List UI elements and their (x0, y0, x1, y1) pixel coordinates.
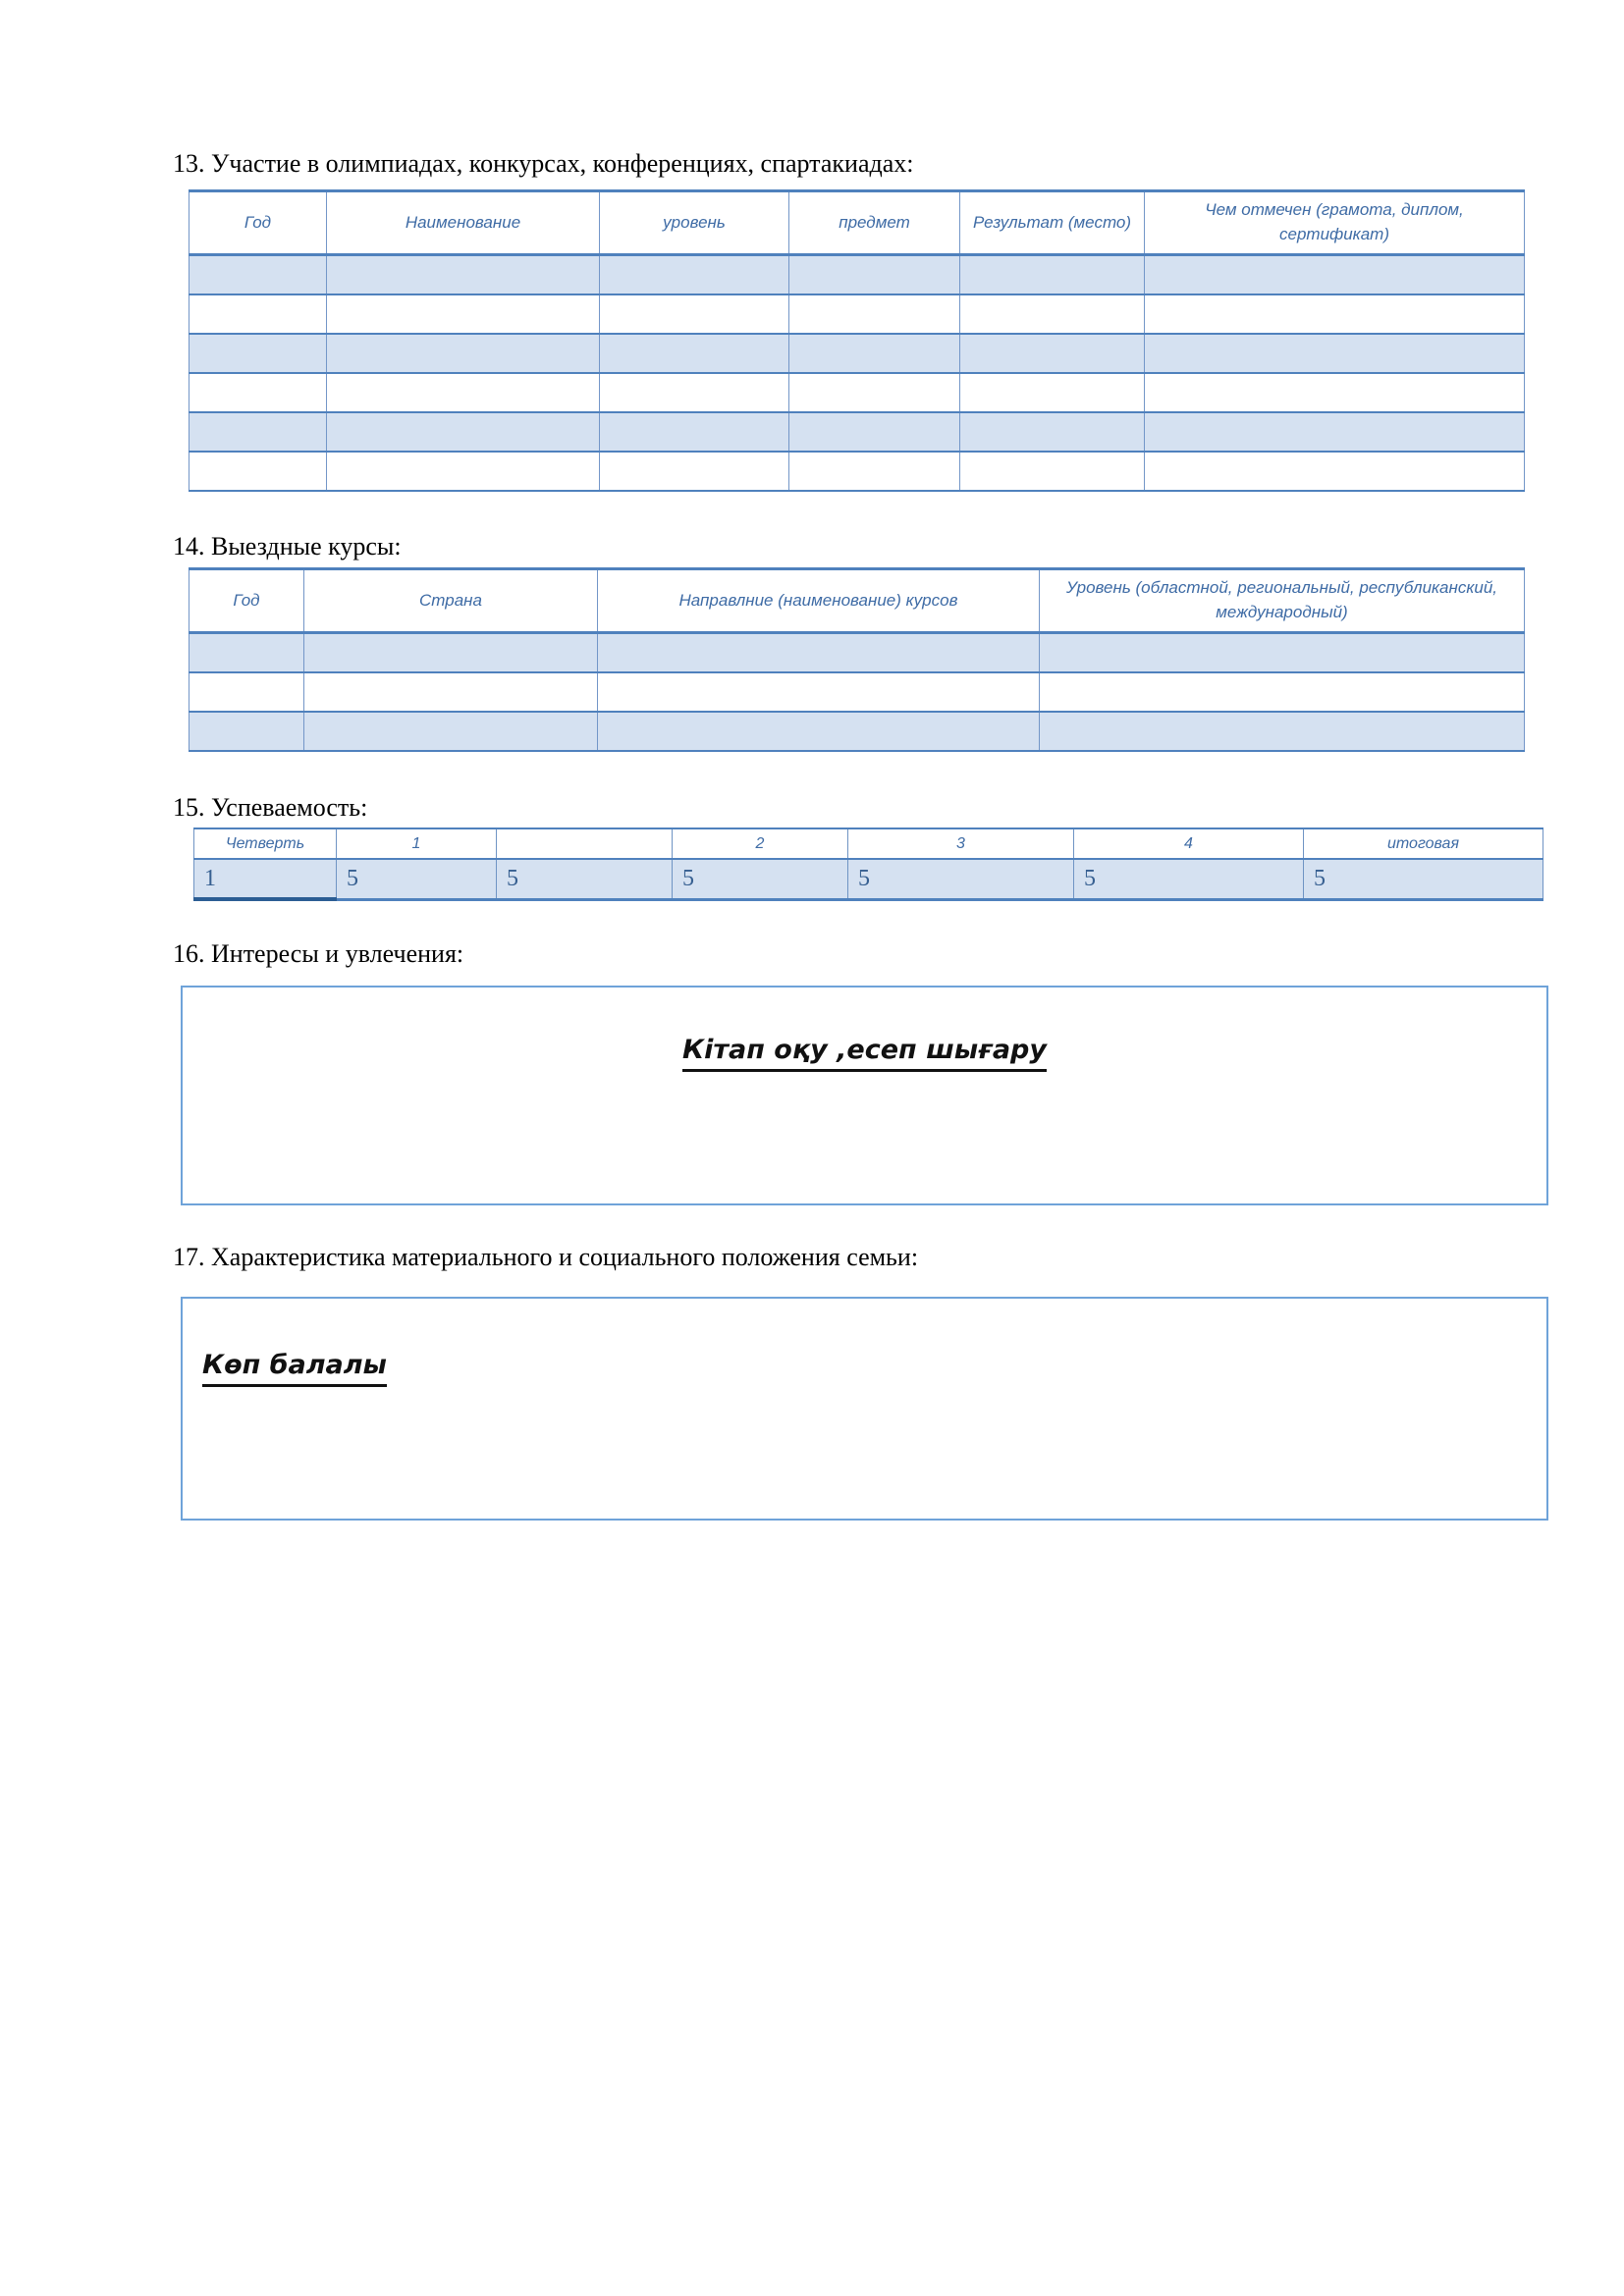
table-cell (1040, 712, 1525, 751)
table-cell (189, 334, 327, 373)
column-header: Год (189, 569, 304, 633)
grades-table-header-row (194, 828, 1543, 859)
column-header: уровень (600, 191, 789, 255)
table-cell (1145, 294, 1525, 334)
table-row (189, 452, 1525, 491)
column-header: итоговая (1304, 828, 1543, 859)
table-cell (598, 672, 1040, 712)
column-header: 4 (1074, 828, 1304, 859)
column-header: 1 (337, 828, 497, 859)
table-cell (189, 294, 327, 334)
table-cell (789, 373, 960, 412)
column-header (497, 828, 673, 859)
table-cell (304, 633, 598, 673)
table-cell (327, 255, 600, 295)
table-row (189, 672, 1525, 712)
table-cell (600, 452, 789, 491)
family-status-text: Көп балалы (202, 1350, 387, 1387)
table-row (189, 255, 1525, 295)
table-cell (598, 712, 1040, 751)
table-cell: 5 (1304, 859, 1543, 899)
column-header: 3 (848, 828, 1074, 859)
table-cell (600, 334, 789, 373)
table-cell (960, 255, 1145, 295)
courses-table (189, 567, 1525, 752)
table-row (189, 294, 1525, 334)
table-cell (600, 373, 789, 412)
column-header: Четверть (194, 828, 337, 859)
table-cell (789, 255, 960, 295)
section-17-heading: 17. Характеристика материального и социального положения семьи: (173, 1243, 919, 1271)
table-cell (327, 294, 600, 334)
table-cell (327, 412, 600, 452)
table-cell (1145, 373, 1525, 412)
table-cell (189, 373, 327, 412)
table-cell: 5 (673, 859, 848, 899)
section-14-heading: 14. Выездные курсы: (173, 532, 402, 561)
family-status-box (181, 1297, 1548, 1521)
table-cell: 5 (848, 859, 1074, 899)
table-cell (327, 373, 600, 412)
table-cell (1145, 452, 1525, 491)
table-cell (598, 633, 1040, 673)
section-16-heading: 16. Интересы и увлечения: (173, 939, 464, 968)
table-cell (1145, 412, 1525, 452)
olympiads-table (189, 189, 1525, 492)
table-cell (600, 294, 789, 334)
column-header: Страна (304, 569, 598, 633)
column-header: Чем отмечен (грамота, диплом, сертификат) (1145, 191, 1525, 255)
table-cell (327, 452, 600, 491)
table-cell (189, 633, 304, 673)
column-header: Результат (место) (960, 191, 1145, 255)
column-header: Год (189, 191, 327, 255)
section-13-heading: 13. Участие в олимпиадах, конкурсах, конференциях, спартакиадах: (173, 149, 914, 178)
column-header: Наименование (327, 191, 600, 255)
table-cell (789, 334, 960, 373)
table-cell (1040, 633, 1525, 673)
table-cell (1145, 255, 1525, 295)
table-cell (960, 334, 1145, 373)
table-row (189, 334, 1525, 373)
table-cell (789, 452, 960, 491)
table-cell (189, 255, 327, 295)
table-cell (304, 712, 598, 751)
table-cell (600, 412, 789, 452)
table-cell (960, 373, 1145, 412)
column-header: 2 (673, 828, 848, 859)
column-header: предмет (789, 191, 960, 255)
table-cell: 5 (1074, 859, 1304, 899)
courses-table-header-row (189, 569, 1525, 633)
table-cell (327, 334, 600, 373)
table-cell (189, 672, 304, 712)
table-cell (960, 294, 1145, 334)
section-15-heading: 15. Успеваемость: (173, 793, 368, 822)
table-cell (189, 452, 327, 491)
interests-box (181, 986, 1548, 1205)
table-row (189, 373, 1525, 412)
table-row (189, 633, 1525, 673)
interests-text: Кітап оқу ,есеп шығару (682, 1035, 1047, 1072)
table-row (189, 712, 1525, 751)
table-cell (789, 294, 960, 334)
olympiads-table-header-row (189, 191, 1525, 255)
table-cell: 1 (194, 859, 337, 899)
table-cell (304, 672, 598, 712)
table-cell (189, 712, 304, 751)
table-cell: 5 (497, 859, 673, 899)
column-header: Направлние (наименование) курсов (598, 569, 1040, 633)
table-row (194, 859, 1543, 899)
table-row (189, 412, 1525, 452)
table-cell (789, 412, 960, 452)
grades-table (193, 828, 1543, 901)
table-cell (960, 412, 1145, 452)
column-header: Уровень (областной, региональный, республиканский, международный) (1040, 569, 1525, 633)
table-cell: 5 (337, 859, 497, 899)
table-cell (1040, 672, 1525, 712)
table-cell (960, 452, 1145, 491)
table-cell (189, 412, 327, 452)
table-cell (600, 255, 789, 295)
table-cell (1145, 334, 1525, 373)
